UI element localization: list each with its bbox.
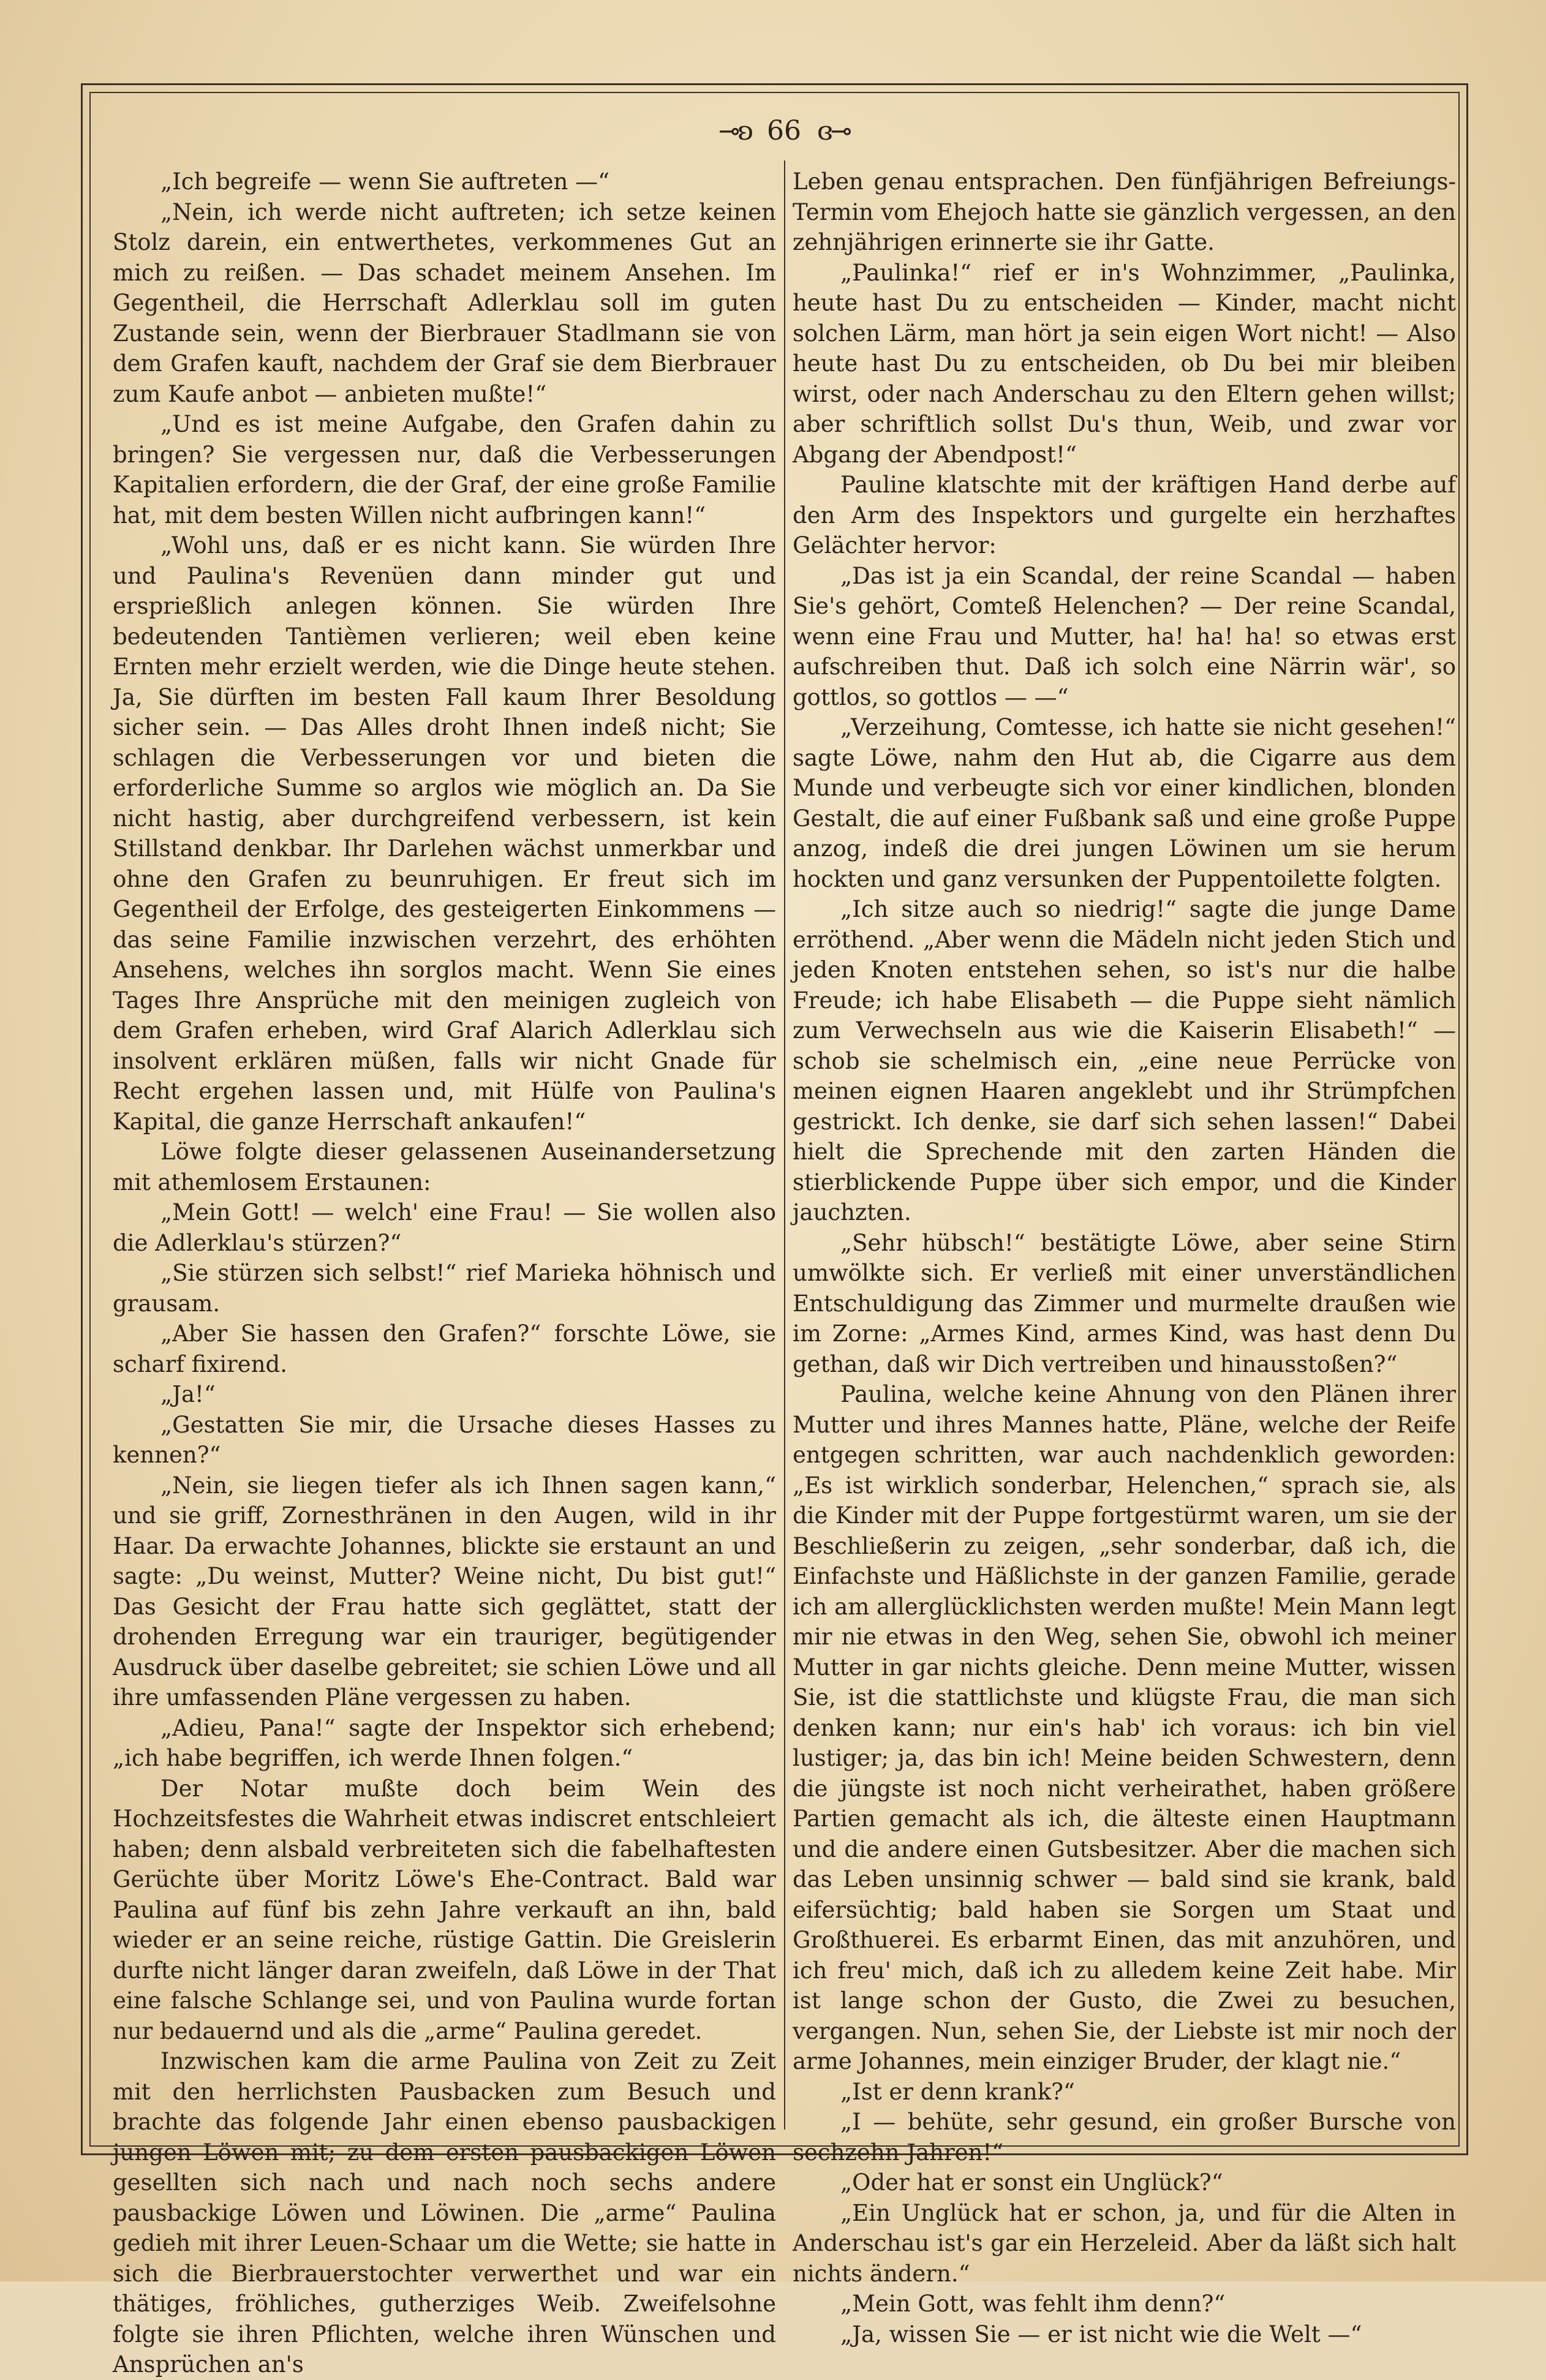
ornament-right-icon: ɞ⊸ <box>817 115 850 146</box>
paragraph: „Ich sitze auch so niedrig!“ sagte die junge Dame erröthend. „Aber wenn die Mädeln nicht jeden Stich und jeden Knoten entstehen sehen, so ist's nur die halbe Freude; ich habe Elisabeth — die Puppe sieht nämlich zum Verwechseln aus wie die Kaiserin Elisabeth!“ — schob sie schelmisch ein, „eine neue Perrücke von meinen eignen Haaren angeklebt und ihr Strümpfchen gestrickt. Ich denke, sie darf sich sehen lassen!“ Dabei hielt die Sprechende mit den zarten Händen die stierblickende Puppe über sich empor, und die Kinder jauchzten. <box>793 896 1456 1226</box>
paragraph: „Ist er denn krank?“ <box>840 2078 1075 2105</box>
paragraph: „Nein, ich werde nicht auftreten; ich setze keinen Stolz darein, ein entwerthetes, verkommenes Gut an mich zu reißen. — Das schadet meinem Ansehen. Im Gegentheil, die Herrschaft Adlerklau soll im guten Zustande sein, wenn der Bierbrauer Stadlmann sie von dem Grafen kauft, nachdem der Graf sie dem Bierbrauer zum Kaufe anbot — anbieten mußte!“ <box>113 198 776 407</box>
right-column <box>793 167 1456 2348</box>
paragraph: „Ja!“ <box>160 1381 216 1407</box>
left-column <box>113 167 776 2378</box>
paragraph: Der Notar mußte doch beim Wein des Hochzeitsfestes die Wahrheit etwas indiscret entschleiert haben; denn alsbald verbreiteten sich die fabelhaftesten Gerüchte über Moritz Löwe's Ehe-Contract. Bald war Paulina auf fünf bis zehn Jahre verkauft an ihn, bald wieder er an seine reiche, rüstige Gattin. Die Greislerin durfte nicht länger daran zweifeln, daß Löwe in der That eine falsche Schlange sei, und von Paulina wurde fortan nur bedauernd und als die „arme“ Paulina geredet. <box>113 1775 776 2044</box>
paragraph: „Wohl uns, daß er es nicht kann. Sie würden Ihre und Paulina's Revenüen dann minder gut und ersprießlich anlegen können. Sie würden Ihre bedeutenden Tantièmen verlieren; weil eben keine Ernten mehr erzielt werden, wie die Dinge heute stehen. Ja, Sie dürften im besten Fall kaum Ihrer Besoldung sicher sein. — Das Alles droht Ihnen indeß nicht; Sie schlagen die Verbesserungen vor und bieten die erforderliche Summe so arglos wie möglich an. Da Sie nicht hastig, aber durchgreifend verbessern, ist kein Stillstand denkbar. Ihr Darlehen wächst unmerkbar und ohne den Grafen zu beunruhigen. Er freut sich im Gegentheil der Erfolge, des gesteigerten Einkommens — das seine Familie inzwischen verzehrt, des erhöhten Ansehens, welches ihn sorglos macht. Wenn Sie eines Tages Ihre Ansprüche mit den meinigen zugleich von dem Grafen erheben, wird Graf Alarich Adlerklau sich insolvent erklären müßen, falls wir nicht Gnade für Recht ergehen lassen und, mit Hülfe von Paulina's Kapital, die ganze Herrschaft ankaufen!“ <box>113 532 776 1135</box>
paragraph: „Oder hat er sonst ein Unglück?“ <box>840 2169 1223 2196</box>
paragraph: „Mein Gott, was fehlt ihm denn?“ <box>840 2291 1226 2317</box>
column-divider <box>784 160 785 2130</box>
paragraph: „Das ist ja ein Scandal, der reine Scandal — haben Sie's gehört, Comteß Helenchen? — Der reine Scandal, wenn eine Frau und Mutter, ha! ha! ha! so etwas erst aufschreiben thut. Daß ich solch eine Närrin wär', so gottlos, so gottlos — —“ <box>793 562 1456 710</box>
paragraph: „Adieu, Pana!“ sagte der Inspektor sich erhebend; „ich habe begriffen, ich werde Ihnen folgen.“ <box>113 1714 776 1771</box>
paragraph: „Paulinka!“ rief er in's Wohnzimmer, „Paulinka, heute hast Du zu entscheiden — Kinder, macht nicht solchen Lärm, man hört ja sein eigen Wort nicht! — Also heute hast Du zu entscheiden, ob Du bei mir bleiben wirst, oder nach Anderschau zu den Eltern gehen willst; aber schriftlich sollst Du's thun, Weib, und zwar vor Abgang der Abendpost!“ <box>793 259 1456 468</box>
paragraph: Löwe folgte dieser gelassenen Auseinandersetzung mit athemlosem Erstaunen: <box>113 1139 776 1196</box>
page-number: 66 <box>767 115 801 146</box>
paragraph: „I — behüte, sehr gesund, ein großer Bursche von sechzehn Jahren!“ <box>793 2109 1456 2166</box>
paragraph: „Und es ist meine Aufgabe, den Grafen dahin zu bringen? Sie vergessen nur, daß die Verbesserungen Kapitalien erfordern, die der Graf, der eine große Familie hat, mit dem besten Willen nicht aufbringen kann!“ <box>113 411 776 529</box>
page-number-header <box>680 109 888 152</box>
paragraph: „Verzeihung, Comtesse, ich hatte sie nicht gesehen!“ sagte Löwe, nahm den Hut ab, die Cigarre aus dem Munde und verbeugte sich vor einer kindlichen, blonden Gestalt, die auf einer Fußbank saß und eine große Puppe anzog, indeß die drei jungen Löwinen um sie herum hockten und ganz versunken der Puppentoilette folgten. <box>793 714 1456 892</box>
paragraph: „Ja, wissen Sie — er ist nicht wie die Welt —“ <box>840 2321 1362 2348</box>
paragraph: „Ich begreife — wenn Sie auftreten —“ <box>160 168 610 195</box>
paragraph: „Gestatten Sie mir, die Ursache dieses Hasses zu kennen?“ <box>113 1411 776 1468</box>
ornament-left-icon: ⊸ʚ <box>718 115 751 146</box>
paragraph: „Mein Gott! — welch' eine Frau! — Sie wollen also die Adlerklau's stürzen?“ <box>113 1199 776 1256</box>
paragraph: Pauline klatschte mit der kräftigen Hand derbe auf den Arm des Inspektors und gurgelte ein herzhaftes Gelächter hervor: <box>793 472 1456 559</box>
paragraph: Inzwischen kam die arme Paulina von Zeit zu Zeit mit den herrlichsten Pausbacken zum Besuch und brachte das folgende Jahr einen ebenso pausbackigen jungen Löwen mit; zu dem ersten pausbackigen Löwen gesellten sich nach und nach noch sechs andere pausbackige Löwen und Löwinen. Die „arme“ Paulina gedieh mit ihrer Leuen-Schaar um die Wette; sie hatte in sich die Bierbrauerstochter verwerthet und war ein thätiges, fröhliches, gutherziges Weib. Zweifelsohne folgte sie ihren Pflichten, welche ihren Wünschen und Ansprüchen an's <box>113 2048 776 2378</box>
paragraph-continued: Leben genau entsprachen. Den fünfjährigen Befreiungs-Termin vom Ehejoch hatte sie gänzlich vergessen, an den zehnjährigen erinnerte sie ihr Gatte. <box>793 168 1456 255</box>
paragraph: „Aber Sie hassen den Grafen?“ forschte Löwe, sie scharf fixirend. <box>113 1320 776 1377</box>
paragraph: „Ein Unglück hat er schon, ja, und für die Alten in Anderschau ist's gar ein Herzeleid. Aber da läßt sich halt nichts ändern.“ <box>793 2199 1456 2287</box>
paragraph: „Sehr hübsch!“ bestätigte Löwe, aber seine Stirn umwölkte sich. Er verließ mit einer unverständlichen Entschuldigung das Zimmer und murmelte draußen wie im Zorne: „Armes Kind, armes Kind, was hast denn Du gethan, daß wir Dich vertreiben und hinausstoßen?“ <box>793 1229 1456 1377</box>
paragraph: „Sie stürzen sich selbst!“ rief Marieka höhnisch und grausam. <box>113 1260 776 1317</box>
paragraph: Paulina, welche keine Ahnung von den Plänen ihrer Mutter und ihres Mannes hatte, Pläne, welche der Reife entgegen schritten, war auch nachdenklich geworden: „Es ist wirklich sonderbar, Helenchen,“ sprach sie, als die Kinder mit der Puppe fortgestürmt waren, um sie der Beschließerin zu zeigen, „sehr sonderbar, daß ich, die Einfachste und Häßlichste in der ganzen Familie, gerade ich am allerglücklichsten werden mußte! Mein Mann legt mir nie etwas in den Weg, sehen Sie, obwohl ich meiner Mutter in gar nichts gleiche. Denn meine Mutter, wissen Sie, ist die stattlichste und klügste Frau, die man sich denken kann; nur ein's hab' ich voraus: ich bin viel lustiger; ja, das bin ich! Meine beiden Schwestern, denn die jüngste ist noch nicht verheirathet, haben größere Partien gemacht als ich, die älteste einen Hauptmann und die andere einen Gutsbesitzer. Aber die machen sich das Leben unsinnig schwer — bald sind sie krank, bald eifersüchtig; bald haben sie Sorgen um Staat und Großthuerei. Es erbarmt Einen, das mit anzuhören, und ich freu' mich, daß ich zu alledem keine Zeit habe. Mir ist lange schon der Gusto, die Zwei zu besuchen, vergangen. Nun, sehen Sie, der Liebste ist mir noch der arme Johannes, mein einziger Bruder, der klagt nie.“ <box>793 1381 1456 2074</box>
paragraph: „Nein, sie liegen tiefer als ich Ihnen sagen kann,“ und sie griff, Zornesthränen in den Augen, wild in ihr Haar. Da erwachte Johannes, blickte sie erstaunt an und sagte: „Du weinst, Mutter? Weine nicht, Du bist gut!“ Das Gesicht der Frau hatte sich geglättet, statt der drohenden Erregung war ein trauriger, begütigender Ausdruck über daselbe gebreitet; sie schien Löwe und all ihre umfassenden Pläne vergessen zu haben. <box>113 1472 776 1711</box>
